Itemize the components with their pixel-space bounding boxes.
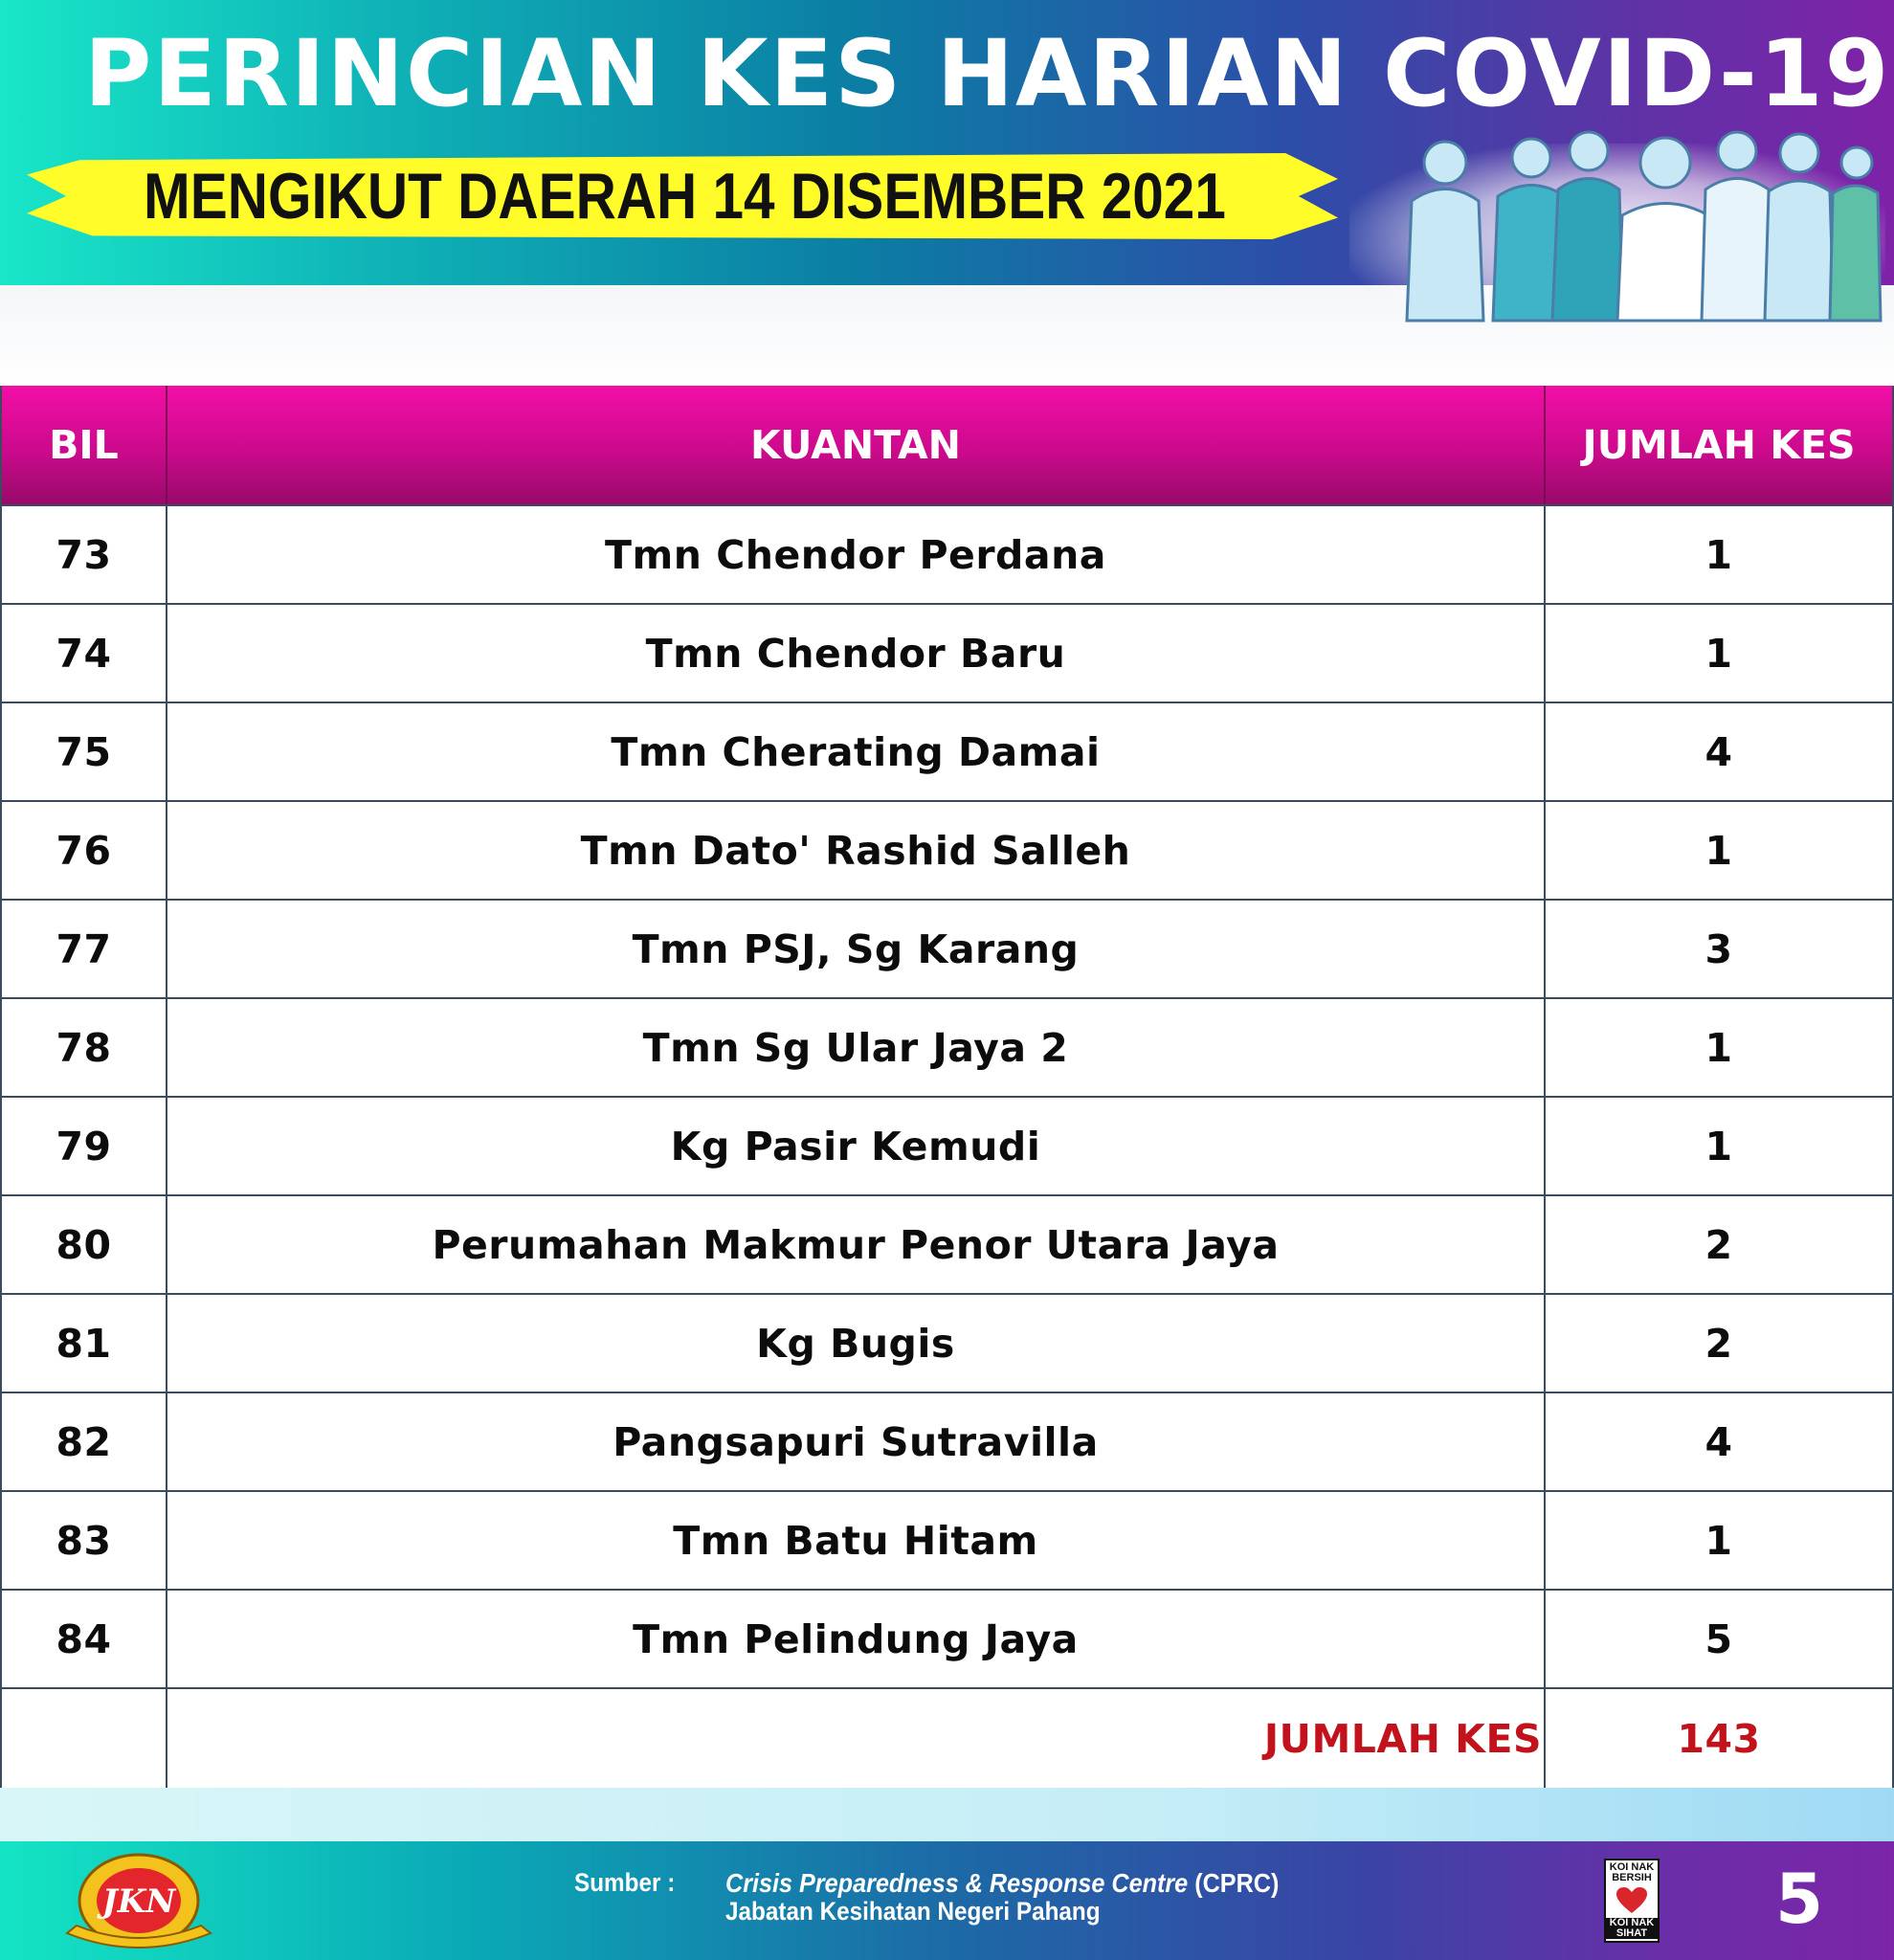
cell-location: Tmn PSJ, Sg Karang [167,901,1546,997]
cell-bil: 74 [2,605,167,702]
table-row [2,999,1892,1098]
page-number: 5 [1775,1859,1824,1939]
total-label: JUMLAH KES [167,1689,1546,1788]
cell-cases: 4 [1705,1418,1733,1465]
cell-location: Tmn Sg Ular Jaya 2 [167,999,1546,1096]
cell-bil: 82 [2,1393,167,1490]
cell-cases: 5 [1705,1615,1733,1662]
cell-location: Kg Bugis [167,1295,1546,1392]
cell-location: Tmn Pelindung Jaya [167,1591,1546,1687]
table-row [2,506,1892,605]
cell-cases: 1 [1705,1024,1733,1071]
koi-nak-sihat-badge [1604,1859,1660,1943]
cell-cases: 2 [1705,1221,1733,1268]
badge-bottom-text: KOI NAK SIHAT [1606,1918,1658,1939]
cell-empty [2,1689,167,1788]
cell-location: Tmn Chendor Perdana [167,506,1546,603]
column-header-jumlah-kes: JUMLAH KES [1582,422,1856,468]
cell-bil: 80 [2,1196,167,1293]
cell-bil: 81 [2,1295,167,1392]
svg-text:JKN: JKN [101,1882,176,1921]
table-row [2,1098,1892,1196]
source-org-name: Crisis Preparedness & Response Centre [725,1868,1189,1898]
cases-table [0,386,1894,1790]
table-row [2,901,1892,999]
cell-bil: 77 [2,901,167,997]
table-row [2,703,1892,802]
table-row [2,1196,1892,1295]
cell-location: Kg Pasir Kemudi [167,1098,1546,1194]
cell-cases: 4 [1705,728,1733,775]
cell-bil: 78 [2,999,167,1096]
cell-bil: 73 [2,506,167,603]
cell-location: Tmn Chendor Baru [167,605,1546,702]
cell-bil: 76 [2,802,167,899]
page-subtitle: MENGIKUT DAERAH 14 DISEMBER 2021 [144,160,1226,233]
cell-cases: 2 [1705,1320,1733,1367]
cell-bil: 75 [2,703,167,800]
cell-bil: 79 [2,1098,167,1194]
table-row [2,802,1892,901]
heart-icon [1615,1886,1648,1915]
cell-cases: 1 [1705,1517,1733,1564]
cell-location: Tmn Dato' Rashid Salleh [167,802,1546,899]
table-row [2,1295,1892,1393]
medical-staff-illustration [1388,124,1885,325]
cell-cases: 1 [1705,1123,1733,1169]
cell-location: Perumahan Makmur Penor Utara Jaya [167,1196,1546,1293]
column-header-bil: BIL [2,386,167,504]
total-value: 143 [1677,1715,1761,1762]
source-label: Sumber : [574,1868,676,1897]
source-org-abbr: (CPRC) [1188,1868,1280,1898]
footer-light-strip [0,1788,1894,1841]
column-header-kuantan: KUANTAN [167,386,1546,504]
badge-top-text: KOI NAK BERSIH [1609,1861,1655,1883]
cell-bil: 83 [2,1492,167,1589]
page-title: PERINCIAN KES HARIAN COVID-19 [84,20,1891,127]
table-row [2,1393,1892,1492]
jkn-logo [57,1847,220,1954]
cell-cases: 1 [1705,827,1733,874]
cell-cases: 1 [1705,531,1733,578]
cell-cases: 3 [1705,925,1733,972]
cell-cases: 1 [1705,630,1733,677]
table-row [2,1492,1892,1591]
cell-bil: 84 [2,1591,167,1687]
cell-location: Tmn Batu Hitam [167,1492,1546,1589]
source-department: Jabatan Kesihatan Negeri Pahang [725,1897,1101,1926]
table-row [2,605,1892,703]
table-row [2,1591,1892,1689]
table-header [2,386,1892,506]
cell-location: Tmn Cherating Damai [167,703,1546,800]
table-total-row [2,1689,1892,1788]
source-organization [725,1868,1279,1899]
cell-location: Pangsapuri Sutravilla [167,1393,1546,1490]
